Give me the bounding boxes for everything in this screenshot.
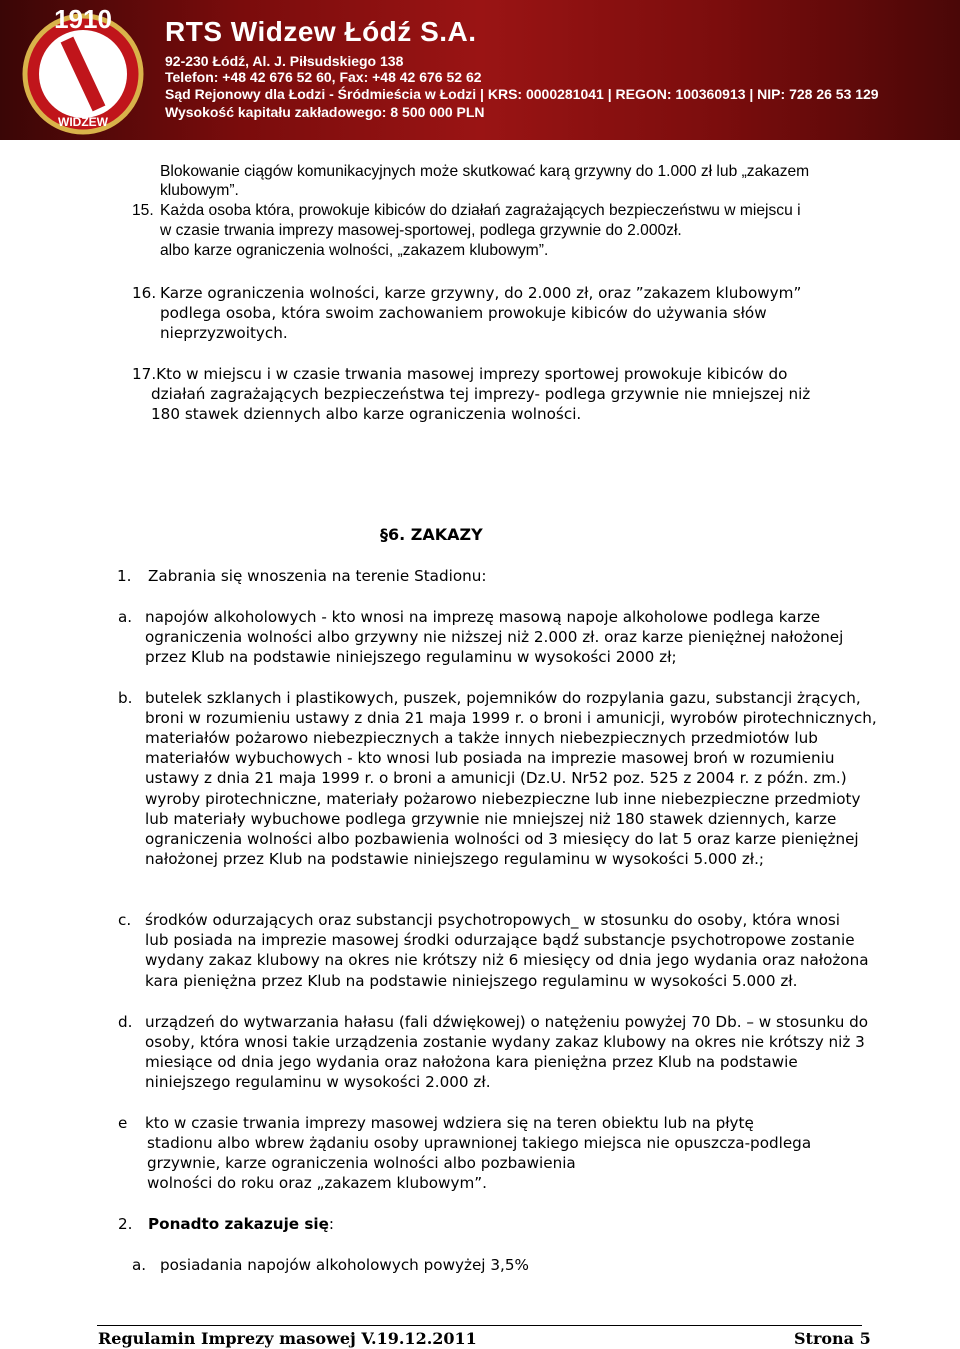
club-name: RTS Widzew Łódź S.A.: [165, 16, 477, 47]
p16-line-2: podlega osoba, która swoim zachowaniem prowokuje kibiców do używania słów: [160, 304, 767, 322]
item-b-line-6: wyroby pirotechniczne, materiały pożarowo niebezpieczne lub inne niebezpieczne przedmioty: [145, 790, 861, 808]
item-d-line-2: osoby, która wnosi takie urządzenia zostanie wydany zakaz klubowy na okres nie krótszy niż 3: [145, 1033, 865, 1051]
item-a-line-2: ograniczenia wolności albo grzywny nie niższej niż 2.000 zł. oraz karze pieniężnej nałożonej: [145, 628, 844, 646]
p17-line-2: działań zagrażających bezpieczeństwa tej imprezy- podlega grzywnie nie mniejszej niż: [151, 385, 811, 403]
item-b-line-7: lub materiały wybuchowe podlega grzywnie nie mniejszej niż 180 stawek dziennych, karze: [145, 810, 837, 828]
p15-line-1: Każda osoba która, prowokuje kibiców do działań zagrażających bezpieczeństwu w miejscu i: [160, 202, 801, 219]
item-c-line-4: kara pieniężna przez Klub na podstawie niniejszego regulaminu w wysokości 5.000 zł.: [145, 972, 798, 990]
item-a-label: a.: [118, 608, 133, 626]
p14-line-1: Blokowanie ciągów komunikacyjnych może skutkować karą grzywny do 1.000 zł lub „zakazem: [160, 163, 810, 180]
item-e-line-2: stadionu albo wbrew żądaniu osoby uprawnionej takiego miejsca nie opuszcza-podlega: [147, 1134, 812, 1152]
item-a-line-3: przez Klub na podstawie niniejszego regulaminu w wysokości 2000 zł;: [145, 648, 677, 666]
item-e-label: e: [118, 1114, 128, 1132]
item-c-line-3: wydany zakaz klubowy na okres nie krótszy niż 6 miesięcy od dnia jego wydania oraz nałożona: [145, 951, 869, 969]
item-e-line-1: kto w czasie trwania imprezy masowej wdziera się na teren obiektu lub na płytę: [145, 1114, 754, 1132]
item2-colon: :: [328, 1215, 335, 1233]
p15-number: 15.: [132, 202, 154, 219]
p16-number: 16.: [132, 284, 157, 302]
p15-line-3: albo karze ograniczenia wolności, „zakazem klubowym”.: [160, 242, 549, 259]
item-b-line-5: ustawy z dnia 21 maja 1999 r. o broni a amunicji (Dz.U. Nr52 poz. 525 z 2004 r. z późn. zm.): [145, 769, 847, 787]
address-line: 92-230 Łódź, Al. J. Piłsudskiego 138: [165, 53, 404, 69]
item-b-line-4: materiałów wybuchowych - kto wnosi lub posiada na imprezie masowej broń w rozumieniu: [145, 749, 835, 767]
item-d-label: d.: [118, 1013, 133, 1031]
item2-number: 2.: [118, 1215, 133, 1233]
footer-rule: [97, 1325, 862, 1326]
item-e-line-4: wolności do roku oraz „zakazem klubowym”.: [147, 1174, 487, 1192]
capital-line: Wysokość kapitału zakładowego: 8 500 000 PLN: [165, 104, 485, 120]
item-b-line-2: broni w rozumieniu ustawy z dnia 21 maja 1999 r. o broni i amunicji, wyrobów pirotechnicznych,: [145, 709, 877, 727]
item-b-line-3: materiałów pożarowo niebezpiecznych a także innych niebezpiecznych przedmiotów lub: [145, 729, 818, 747]
club-crest-logo: [8, 4, 158, 136]
item-e-line-3: grzywnie, karze ograniczenia wolności albo pozbawienia: [147, 1154, 576, 1172]
letterhead-banner: [0, 0, 960, 140]
registry-line: Sąd Rejonowy dla Łodzi - Śródmieścia w Łodzi | KRS: 0000281041 | REGON: 100360913 | NIP: 728 26 53 129: [165, 86, 879, 102]
item-d-line-4: niniejszego regulaminu w wysokości 2.000 zł.: [145, 1073, 491, 1091]
sub-a-text: posiadania napojów alkoholowych powyżej 3,5%: [160, 1256, 529, 1274]
footer-document-title: Regulamin Imprezy masowej V.19.12.2011: [98, 1329, 477, 1348]
item1-number: 1.: [117, 567, 132, 585]
item-b-label: b.: [118, 689, 133, 707]
item-d-line-1: urządzeń do wytwarzania hałasu (fali dźwiękowej) o natężeniu powyżej 70 Db. – w stosunku do: [145, 1013, 869, 1031]
item2-heading: [148, 1214, 334, 1234]
sub-a-label: a.: [132, 1256, 147, 1274]
footer-page-number: Strona 5: [794, 1329, 871, 1348]
item-a-line-1: napojów alkoholowych - kto wnosi na imprezę masową napoje alkoholowe podlega karze: [145, 608, 821, 626]
p17-line-3: 180 stawek dziennych albo karze ograniczenia wolności.: [151, 405, 582, 423]
p16-line-1: Karze ograniczenia wolności, karze grzywny, do 2.000 zł, oraz ”zakazem klubowym”: [160, 284, 802, 302]
logo-year: 1910: [54, 4, 112, 34]
p17-line-1: 17.Kto w miejscu i w czasie trwania masowej imprezy sportowej prowokuje kibiców do: [132, 365, 788, 383]
section-title: §6. ZAKAZY: [380, 525, 483, 544]
logo-text: WIDZEW: [58, 115, 108, 129]
phone-fax-line: Telefon: +48 42 676 52 60, Fax: +48 42 676 52 62: [165, 69, 482, 85]
p15-line-2: w czasie trwania imprezy masowej-sportowej, podlega grzywnie do 2.000zł.: [160, 222, 682, 239]
item-b-line-8: ograniczenia wolności albo pozbawienia wolności od 3 miesięcy do lat 5 oraz karze pieniężnej: [145, 830, 859, 848]
item-c-line-2: lub posiada na imprezie masowej środki odurzające bądź substancje psychotropowe zostanie: [145, 931, 855, 949]
item-c-label: c.: [118, 911, 132, 929]
p16-line-3: nieprzyzwoitych.: [160, 324, 288, 342]
p14-line-2: klubowym”.: [160, 182, 239, 199]
item-d-line-3: miesiące od dnia jego wydania oraz nałożona kara pieniężna przez Klub na podstawie: [145, 1053, 798, 1071]
item2-bold-text: Ponadto zakazuje się: [148, 1215, 329, 1233]
item1-text: Zabrania się wnoszenia na terenie Stadionu:: [148, 567, 487, 585]
item-b-line-1: butelek szklanych i plastikowych, puszek, pojemników do rozpylania gazu, substancji żrących,: [145, 689, 861, 707]
item-b-line-9: nałożonej przez Klub na podstawie niniejszego regulaminu w wysokości 5.000 zł.;: [145, 850, 765, 868]
item-c-line-1: środków odurzających oraz substancji psychotropowych_ w stosunku do osoby, która wnosi: [145, 911, 841, 929]
